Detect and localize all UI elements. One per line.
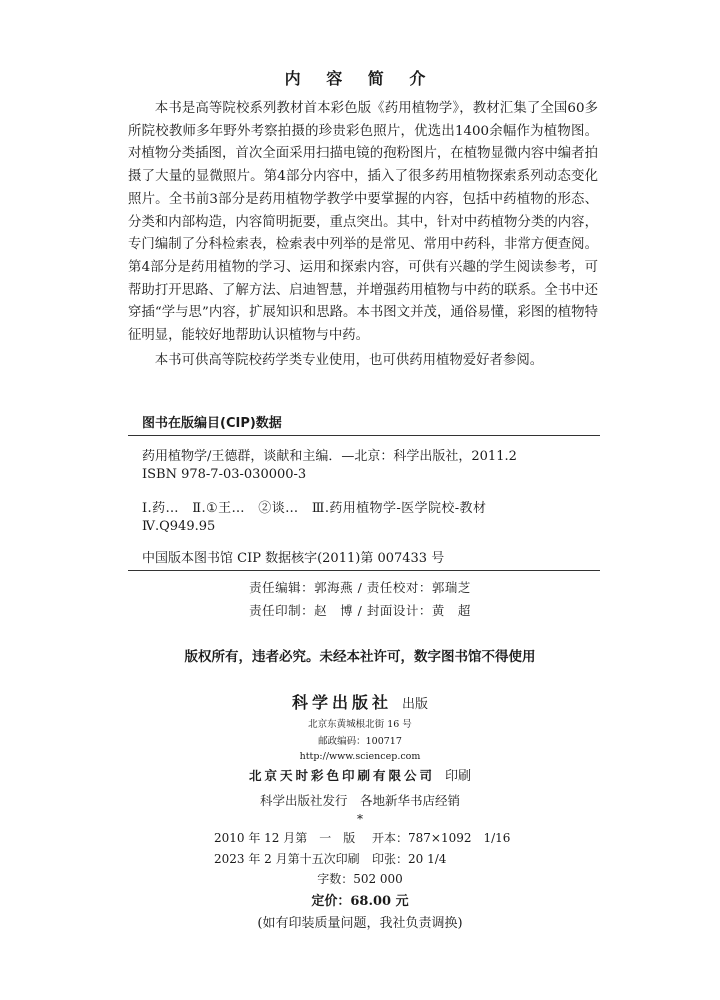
- edition-sheets: 印张：20 1/4: [372, 852, 447, 866]
- price: 定价：68.00 元: [311, 894, 409, 909]
- divider-top: [128, 435, 600, 436]
- quality-note: (如有印装质量问题，我社负责调换): [257, 916, 463, 931]
- staff-production: 责任印制：赵 博 / 封面设计：黄 超: [249, 603, 471, 618]
- edition-printing: 2023 年 2 月第十五次印刷: [214, 852, 360, 866]
- publisher-postcode: 邮政编码：100717: [318, 736, 402, 747]
- printer-name: 北京天时彩色印刷有限公司: [248, 768, 435, 783]
- cip-classification: Ⅰ.药… Ⅱ.①王… ②谈… Ⅲ.药用植物学-医学院校-教材: [142, 501, 487, 516]
- cip-clc-number: Ⅳ.Q949.95: [142, 519, 216, 534]
- summary-paragraph-2: 本书可供高等院校药学类专业使用，也可供药用植物爱好者参阅。: [154, 352, 544, 368]
- page-title: 内 容 简 介: [284, 69, 436, 88]
- word-count: 字数：502 000: [317, 872, 403, 886]
- cip-heading: 图书在版编目(CIP)数据: [142, 416, 282, 431]
- cip-verification: 中国版本图书馆 CIP 数据核字(2011)第 007433 号: [142, 551, 445, 566]
- printer-suffix: 印刷: [445, 769, 472, 784]
- separator-asterisk: *: [357, 812, 363, 826]
- printer-line: [0, 765, 720, 784]
- cip-isbn: ISBN 978-7-03-030000-3: [142, 467, 307, 482]
- edition-format: 开本：787×1092 1/16: [372, 831, 511, 845]
- book-summary: [128, 98, 598, 372]
- copyright-notice: 版权所有，违者必究。未经本社许可，数字图书馆不得使用: [184, 649, 536, 665]
- publisher-suffix: 出版: [402, 697, 429, 712]
- edition-first: 2010 年 12 月第 一 版: [214, 831, 356, 845]
- publisher-line: [0, 690, 720, 713]
- publisher-name: 科学出版社: [291, 693, 392, 712]
- publisher-address: 北京东黄城根北街 16 号: [308, 719, 412, 730]
- summary-paragraph-1: 本书是高等院校系列教材首本彩色版《药用植物学》，教材汇集了全国60多所院校教师多年野外考察拍摄的珍贵彩色照片，优选出1400余幅作为植物图。对植物分类插图，首次全面采用扫描电镜的孢粉图片，在植物显微内容中编者拍摄了大量的显微照片。第4部分内容中，插入了很多药用植物探索系列动态变化照片。全书前3部分是药用植物学教学中要掌握的内容，包括中药植物的形态、分类和内部构造，内容简明扼要，重点突出。其中，针对中药植物分类的内容，专门编制了分科检索表，检索表中列举的是常见、常用中药科，非常方便查阅。第4部分是药用植物的学习、运用和探索内容，可供有兴趣的学生阅读参考，可帮助打开思路、了解方法、启迪智慧，并增强药用植物与中药的联系。全书中还穿插“学与思”内容，扩展知识和思路。本书图文并茂，通俗易懂，彩图的植物特征明显，能较好地帮助认识植物与中药。: [128, 101, 598, 344]
- divider-bottom: [128, 570, 600, 571]
- publisher-url: http://www.sciencep.com: [299, 751, 421, 762]
- distribution-line: 科学出版社发行 各地新华书店经销: [259, 793, 460, 808]
- cip-bibliographic-line: 药用植物学/王德群，谈献和主编．—北京：科学出版社，2011.2: [142, 449, 517, 464]
- staff-editors: 责任编辑：郭海燕 / 责任校对：郭瑞芝: [249, 580, 471, 595]
